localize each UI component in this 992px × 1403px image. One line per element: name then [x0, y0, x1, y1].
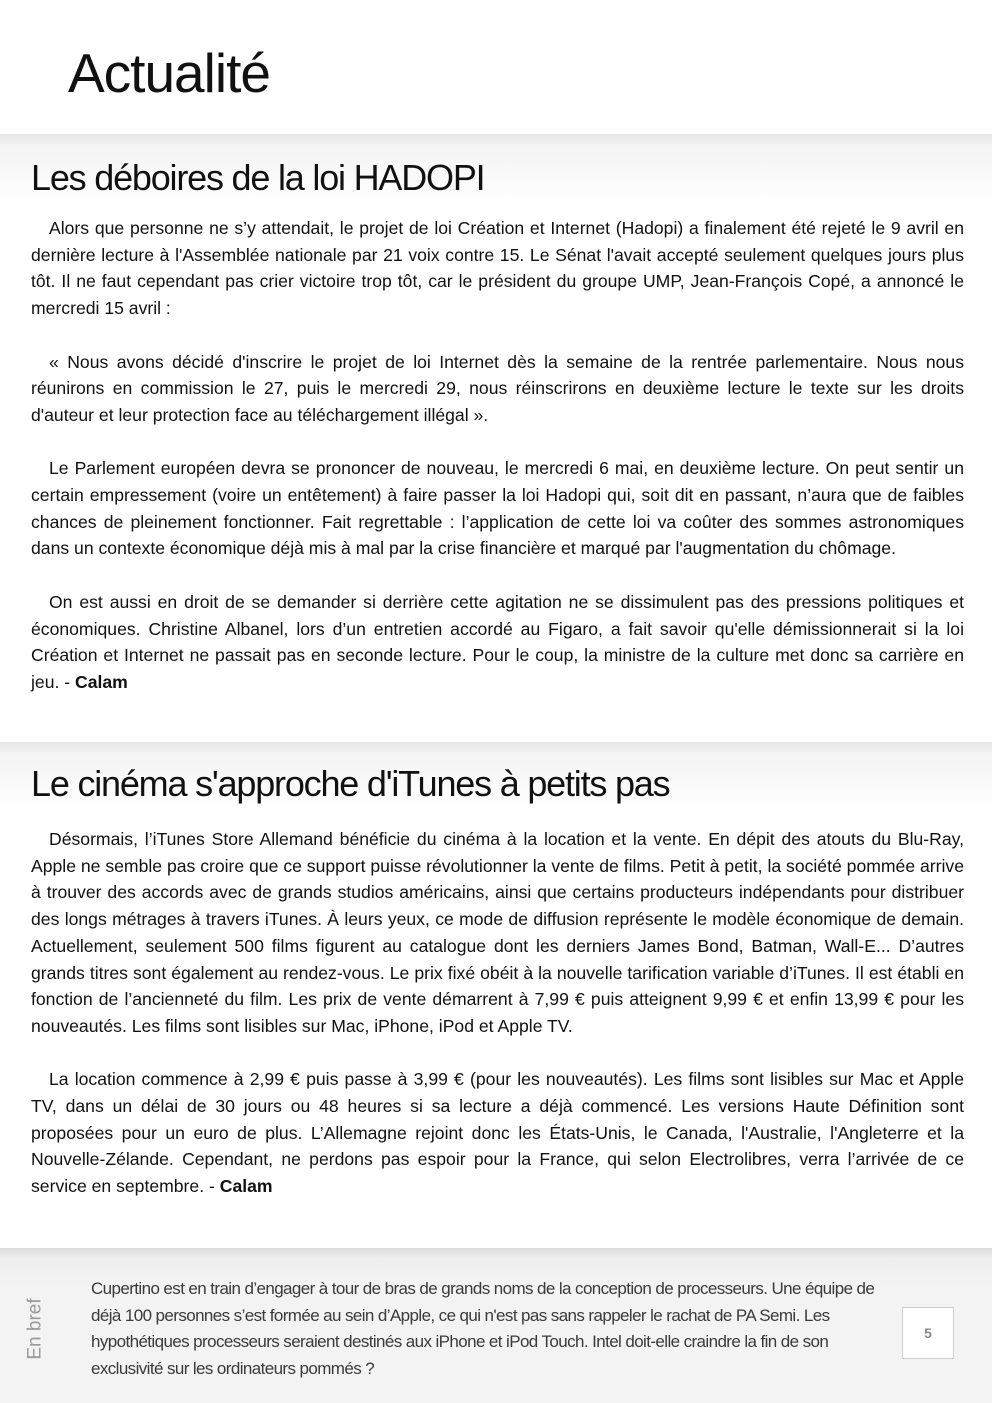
article-paragraph: Alors que personne ne s’y attendait, le projet de loi Création et Internet (Hadopi) a finalement été rejeté le 9 avril en dernière lecture à l'Assemblée nationale par 21 voix contre 15. Le Sénat l'avait accepté seulement quelques jours plus tôt. Il ne faut cependant pas crier victoire trop tôt, car le président du groupe UMP, Jean-François Copé, a annoncé le mercredi 15 avril :: [31, 218, 964, 319]
brief-label: En bref: [24, 1298, 46, 1360]
article-author: Calam: [219, 1176, 273, 1197]
article-paragraph: Désormais, l’iTunes Store Allemand bénéficie du cinéma à la location et la vente. En dépit des atouts du Blu-Ray, Apple ne semble pas croire que ce support puisse révolutionner la vente de films. Petit à petit, la société pommée arrive à trouver des accords avec de grands studios américains, ainsi que certains producteurs indépendants pour distribuer des longs métrages à travers iTunes. À leurs yeux, ce mode de diffusion représente le modèle économique de demain. Actuellement, seulement 500 films figurent au catalogue dont les derniers James Bond, Batman, Wall-E... D’autres grands titres sont également au rendez-vous. Le prix fixé obéit à la nouvelle tarification variable d’iTunes. Il est établi en fonction de l’ancienneté du film. Les prix de vente démarrent à 7,99 € puis atteignent 9,99 € et enfin 13,99 € pour les nouveautés. Les films sont lisibles sur Mac, iPhone, iPod et Apple TV.: [31, 829, 964, 1036]
article-author: Calam: [75, 671, 128, 692]
article-hadopi: [0, 134, 992, 742]
page-number: 5: [902, 1307, 954, 1359]
page-title: Actualité: [68, 42, 270, 104]
article-body: [31, 215, 964, 696]
article-paragraph: « Nous avons décidé d'inscrire le projet de loi Internet dès la semaine de la rentrée parlementaire. Nous nous réunirons en commission le 27, puis le mercredi 29, nous réinscrirons en deuxième lecture le texte sur les droits d'auteur et leur protection face au téléchargement illégal ».: [31, 351, 964, 425]
article-paragraph-text: On est aussi en droit de se demander si derrière cette agitation ne se dissimulent pas des pressions politiques et économiques. Christine Albanel, lors d’un entretien accordé au Figaro, a fait savoir qu'elle démissionnerait si la loi Création et Internet ne passait pas en seconde lecture. Pour le coup, la ministre de la culture met donc sa carrière en jeu. -: [31, 591, 964, 692]
article-body: [31, 826, 964, 1200]
brief-footer: [0, 1248, 992, 1403]
article-itunes-cinema: [0, 742, 992, 1248]
brief-label-container: [24, 1288, 70, 1378]
page-header: [0, 0, 992, 136]
article-paragraph-last: [31, 589, 964, 696]
article-paragraph-text: La location commence à 2,99 € puis passe à 3,99 € (pour les nouveautés). Les films sont lisibles sur Mac et Apple TV, dans un délai de 30 jours ou 48 heures si sa lecture a déjà commencé. Les versions Haute Définition sont proposées pour un euro de plus. L’Allemagne rejoint donc les États-Unis, le Canada, l'Australie, l'Angleterre et la Nouvelle-Zélande. Cependant, ne perdons pas espoir pour la France, qui selon Electrolibres, verra l’arrivée de ce service en septembre. -: [31, 1069, 964, 1197]
article-heading: Les déboires de la loi HADOPI: [31, 157, 485, 198]
brief-text: Cupertino est en train d’engager à tour de bras de grands noms de la conception de processeurs. Une équipe de déjà 100 personnes s’est formée au sein d’Apple, ce qui n'est pas sans rappeler le rachat de PA Semi. Les hypothétiques processeurs seraient destinés aux iPhone et iPod Touch. Intel doit-elle craindre la fin de son exclusivité sur les ordinateurs pommés ?: [91, 1279, 875, 1378]
article-heading: Le cinéma s'approche d'iTunes à petits pas: [31, 763, 670, 804]
article-paragraph: Le Parlement européen devra se prononcer de nouveau, le mercredi 6 mai, en deuxième lecture. On peut sentir un certain empressement (voire un entêtement) à faire passer la loi Hadopi qui, soit dit en passant, n’aura que de faibles chances de pleinement fonctionner. Fait regrettable : l’application de cette loi va coûter des sommes astronomiques dans un contexte économique déjà mis à mal par la crise financière et marqué par l'augmentation du chômage.: [31, 458, 964, 559]
article-paragraph-last: [31, 1066, 964, 1200]
